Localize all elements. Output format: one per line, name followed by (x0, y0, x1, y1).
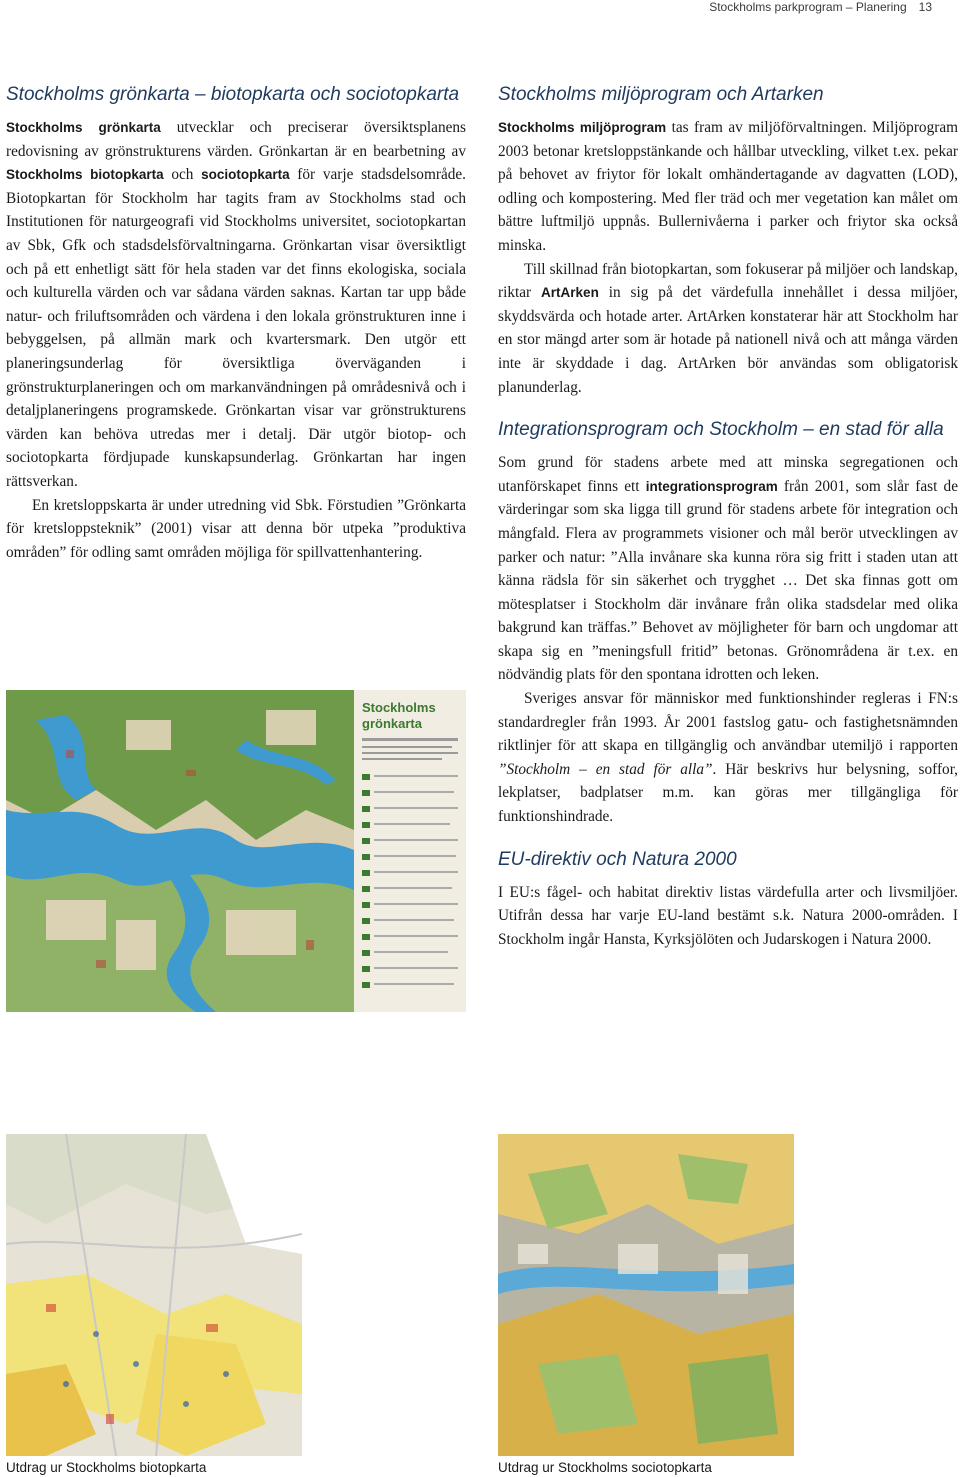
page-number: 13 (918, 0, 932, 14)
paragraph-miljoprogram (498, 116, 958, 258)
paragraph-integration (498, 451, 958, 687)
sociotopkarta-map (498, 1134, 794, 1456)
paragraph-kretsloppskarta: En kretsloppskarta är under utredning vid Sbk. Förstudien ”Grönkarta för kretsloppsteknik” (2001) visar att denna bör utpeka ”produktiva områden” för odling samt områden möjliga för spillvattenhantering. (6, 496, 466, 561)
running-title: Stockholms parkprogram – Planering (709, 0, 907, 14)
caption-sociotopkarta: Utdrag ur Stockholms sociotopkarta (498, 1460, 712, 1475)
poster-title-line-2: grönkarta (362, 716, 422, 731)
text-run: . Här beskrivs hur belysning, soffor, lekplatser, badplatser m.m. kan göras mer tillgängliga för funktionshindrade. (498, 760, 958, 826)
paragraph-natura2000: I EU:s fågel- och habitat direktiv listas värdefulla arter och livsmiljöer. Utifrån dessa har varje EU-land bestämt s.k. Natura 2000-områden. I Stockholm ingår Hansta, Kyrksjölöten och Judarskogen i Natura 2000. (498, 883, 958, 948)
text-run: Sveriges ansvar för människor med funktionshinder regleras i FN:s standardregler från 1993. År 2001 fastslog gatu- och fastighetsnämnden riktlinjer för att skapa en tillgänglig och användbar utemiljö i rapporten (498, 690, 958, 755)
lead-term: sociotopkarta (201, 167, 290, 183)
paragraph-funktionshinder (498, 687, 958, 829)
lead-term: Stockholms miljöprogram (498, 120, 667, 135)
biotopkarta-map (6, 1134, 302, 1456)
text-run: från 2001, som slår fast de värderingar som ska ligga till grund för stadens arbete för integration och mångfald. Flera av programmets visioner och mål berör utvecklingen av parker och natur: ”Alla invånare ska kunna röra sig fritt i staden utan att känna rädsla för sin säkerhet och trygghet … Det ska finnas gott om mötesplatser i Stockholm där invånare från olika stadsdelar med olika bakgrund kan träffas.” Behovet av möjligheter för barn och ungdomar att skapa sig en ”meningsfull fritid” betonas. Grönområdena är t.ex. en nödvändig plats för den spontana idrotten och leken. (498, 477, 958, 684)
gronkarta-map (6, 690, 466, 1012)
lead-term: Stockholms grönkarta (6, 120, 161, 135)
caption-biotopkarta: Utdrag ur Stockholms biotopkarta (6, 1460, 207, 1475)
section-heading-gronkarta: Stockholms grönkarta – biotopkarta och sociotopkarta (6, 84, 460, 105)
text-run: Till skillnad från biotopkartan, som fokuserar på miljöer och landskap, riktar (498, 260, 958, 302)
report-title: ”Stockholm – en stad för alla” (498, 760, 713, 778)
paragraph-artarken (498, 258, 958, 400)
text-run: utvecklar och preciserar översiktsplanens redovisning av grönstrukturens värden. Grönkartan är en bearbetning av (6, 119, 466, 160)
text-run: tas fram av miljöförvaltningen. Miljöprogram 2003 betonar kretsloppstänkande och hållbar utveckling, vilket t.ex. pekar på behovet av friytor för lokalt omhändertagande av dagvatten (LOD), odling och kompostering. Med fler träd och mer vegetation kan målet om bättre luftmiljö uppnås. Bullernivåerna i parker och friytor ska också minska. (498, 119, 959, 254)
section-heading-integration: Integrationsprogram och Stockholm – en stad för alla (498, 419, 944, 441)
running-header (709, 0, 932, 14)
text-run: och (163, 166, 202, 184)
lead-term: Stockholms biotopkarta (6, 167, 164, 183)
lead-term: integrationsprogram (645, 478, 778, 494)
section-heading-miljoprogram: Stockholms miljöprogram och Artarken (498, 84, 824, 105)
sociotopkarta-image (498, 1134, 794, 1456)
text-run: för varje stadsdelsområde. Biotopkartan för Stockholm har tagits fram av Stockholms stad och Institutionen för naturgeografi vid Stockholms universitet, sociotopkartan av Sbk, Gfk och stadsdelsförvaltningarna. Grönkartan visar översiktligt och på ett enhetligt sätt för hela staden var det finns ekologiska, sociala och kulturella värden och var sådana värden saknas. Kartan tar upp både natur- och friluftsområden och värdena i den lokala grönstrukturen inne i bebyggelsen, på allmän mark och kvartersmark. Den utgör ett planeringsunderlag för översiktliga överväganden i grönstrukturplaneringen och om markanvändningen på områdesnivå och i detaljplaneringens programskede. Grönkartan visar var grönstrukturens värden kan behöva utredas mer i detalj. Där utgör biotop- och sociotopkarta fördjupade kunskapsunderlag. Grönkartan har ingen rättsverkan. (6, 166, 466, 490)
right-column (498, 82, 958, 951)
left-column (6, 82, 466, 564)
text-run: in sig på det värdefulla innehållet i dessa miljöer, skyddsvärda och hotade arter. ArtArken konstaterar här att Stockholm har en stor mängd arter som är hotade på nationell nivå och att många värden inte är skyddade i dag. ArtArken bör användas som obligatorisk planunderlag. (498, 284, 958, 396)
gronkarta-poster-image (6, 690, 466, 1012)
paragraph-gronkarta (6, 116, 466, 494)
lead-term: ArtArken (541, 285, 599, 301)
text-run: Som grund för stadens arbete med att minska segregationen och utanförskapet finns ett (498, 454, 958, 495)
poster-title-line-1: Stockholms (362, 700, 436, 715)
biotopkarta-image (6, 1134, 302, 1456)
section-heading-eu: EU-direktiv och Natura 2000 (498, 848, 737, 870)
